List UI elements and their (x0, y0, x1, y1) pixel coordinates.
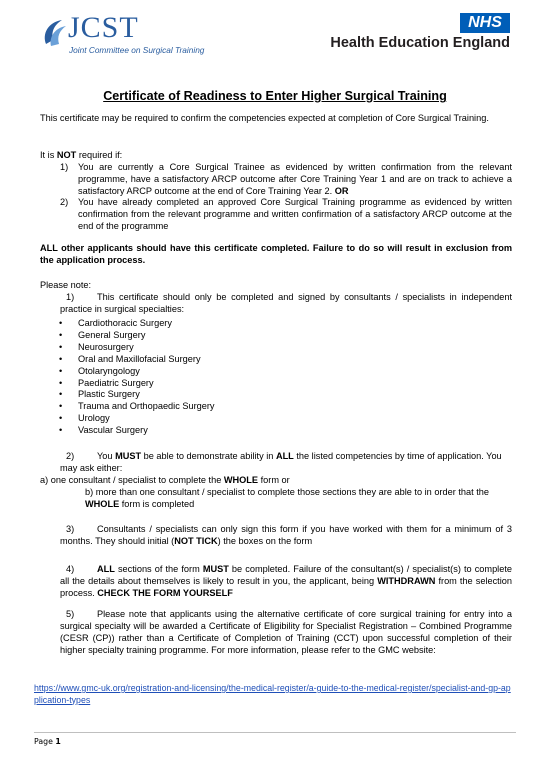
specialty-item: • Urology (59, 413, 359, 425)
specialty-item: • Oral and Maxillofacial Surgery (59, 354, 359, 366)
page-title: Certificate of Readiness to Enter Higher Surgical Training (103, 89, 447, 103)
jcst-subtitle: Joint Committee on Surgical Training (69, 45, 205, 55)
specialty-item: • Paediatric Surgery (59, 378, 359, 390)
specialty-item: • Neurosurgery (59, 342, 359, 354)
all-other-applicants: ALL other applicants should have this certificate completed. Failure to do so will result in exclusion from the application process. (40, 243, 512, 265)
option-a: a) one consultant / specialist to complete the WHOLE form or (40, 475, 290, 485)
specialty-item: • Trauma and Orthopaedic Surgery (59, 401, 359, 413)
nhs-logo: NHS (460, 13, 510, 33)
specialty-item: • Vascular Surgery (59, 425, 359, 437)
note-2: 2) You MUST be able to demonstrate ability in ALL the listed competencies by time of application. You may ask either: (60, 451, 502, 473)
specialty-list (59, 318, 359, 437)
option-b: b) more than one consultant / specialist to complete those sections they are able to in order that the WHOLE form is completed (85, 487, 489, 509)
not-required-line: It is NOT required if: (40, 150, 123, 160)
specialty-item: • Cardiothoracic Surgery (59, 318, 359, 330)
note-5: 5) Please note that applicants using the alternative certificate of core surgical training for entry into a surgical specialty will be awarded a Certificate of Eligibility for Specialist Registration – Combined Programme (CESR (CP)) rather than a Certificate of Completion of Training (CCT) upon successful completion of their higher specialty training programme. For more information, please refer to the GMC website: (60, 609, 512, 655)
page-number: Page 1 (34, 737, 61, 746)
jcst-swirl-icon (40, 16, 70, 50)
jcst-wordmark: JCST (68, 11, 139, 44)
condition-item: 2) You have already completed an approved Core Surgical Training programme as evidenced by written confirmation from the relevant programme and written confirmation of a satisfactory ARCP outcome at the end of the programme (60, 197, 512, 231)
jcst-logo (40, 11, 210, 56)
specialty-item: • Plastic Surgery (59, 389, 359, 401)
hee-name: Health Education England (330, 35, 510, 51)
gmc-website-link[interactable]: https://www.gmc-uk.org/registration-and-licensing/the-medical-register/a-guide-to-the-medical-register/specialist-and-gp-application-types (34, 683, 511, 705)
footer-divider (34, 732, 516, 733)
specialty-item: • Otolaryngology (59, 366, 359, 378)
note-1: 1) This certificate should only be completed and signed by consultants / specialists in independent practice in surgical specialties: (60, 292, 512, 314)
please-note-label: Please note: (40, 280, 92, 290)
condition-item: 1) You are currently a Core Surgical Trainee as evidenced by written confirmation from the relevant programme, have a satisfactory ARCP outcome after Core Training Year 1 and are on track to achieve a satisfactory ARCP outcome at the end of Core Training Year 2. OR (60, 162, 512, 196)
specialty-item: • General Surgery (59, 330, 359, 342)
note-4: 4) ALL sections of the form MUST be completed. Failure of the consultant(s) / specialist(s) to complete all the details about themselves is likely to result in you, the applicant, being WITHDRAWN from the selection process. CHECK THE FORM YOURSELF (60, 564, 512, 598)
intro-paragraph: This certificate may be required to confirm the competencies expected at completion of Core Surgical Training. (40, 113, 489, 123)
note-3: 3) Consultants / specialists can only sign this form if you have worked with them for a minimum of 3 months. They should initial (NOT TICK) the boxes on the form (60, 524, 512, 546)
